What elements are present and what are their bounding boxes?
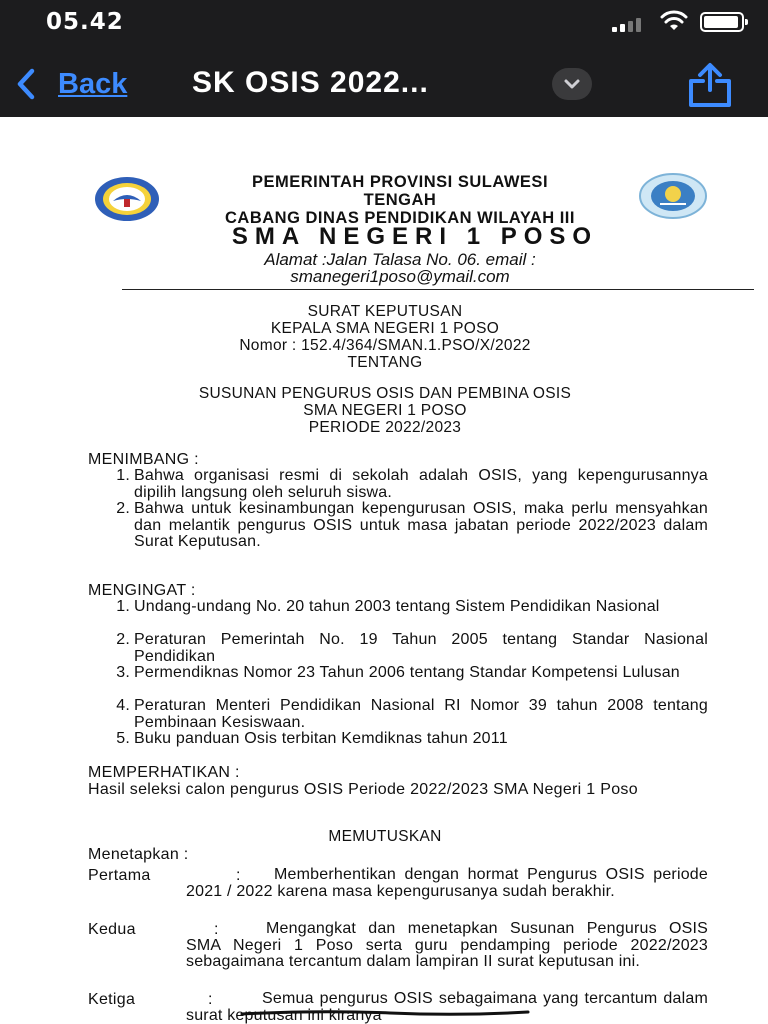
decree-subject-3: PERIODE 2022/2023 <box>308 419 462 436</box>
memperhatikan-heading: MEMPERHATIKAN : <box>88 764 240 781</box>
decree-subject-1: SUSUNAN PENGURUS OSIS DAN PEMBINA OSIS <box>198 385 572 402</box>
memperhatikan-text: Hasil seleksi calon pengurus OSIS Periode 2022/2023 SMA Negeri 1 Poso <box>88 781 638 798</box>
chevron-down-icon <box>552 68 592 100</box>
list-item-text: Permendiknas Nomor 23 Tahun 2006 tentang Standar Kompetensi Lulusan <box>134 664 680 681</box>
decree-about: TENTANG <box>347 354 423 371</box>
decree-number: Nomor : 152.4/364/SMAN.1.PSO/X/2022 <box>239 337 531 354</box>
list-item-text: Bahwa untuk kesinambungan kepengurusan OSIS, maka perlu mensyahkan dan melantik pengurus OSIS untuk masa jabatan periode 2022/2023 dalam Surat Keputusan. <box>134 500 708 550</box>
memutuskan-heading: MEMUTUSKAN <box>328 828 442 845</box>
school-address: Alamat :Jalan Talasa No. 06. email : <box>264 250 536 269</box>
list-item-text: Undang-undang No. 20 tahun 2003 tentang Sistem Pendidikan Nasional <box>134 598 660 615</box>
signal-icon <box>612 16 646 32</box>
kedua-colon: : <box>214 921 219 938</box>
pen-mark <box>240 1008 530 1018</box>
nav-bar <box>0 50 768 117</box>
status-bar <box>0 0 768 50</box>
list-item-number: 3. <box>116 664 130 681</box>
list-item-number: 5. <box>116 730 130 747</box>
list-item-number: 1. <box>116 598 130 615</box>
school-name: SMA NEGERI 1 POSO <box>231 223 599 250</box>
decree-issuer: KEPALA SMA NEGERI 1 POSO <box>270 320 500 337</box>
title-dropdown-button[interactable] <box>552 68 592 100</box>
list-item-number: 1. <box>116 467 130 484</box>
list-item-number: 2. <box>116 631 130 648</box>
letterhead-divider <box>122 289 754 290</box>
kedua-label: Kedua <box>88 921 136 938</box>
mengingat-heading: MENGINGAT : <box>88 582 196 599</box>
back-button[interactable] <box>16 66 127 102</box>
letterhead-line-1: PEMERINTAH PROVINSI SULAWESI <box>251 173 549 191</box>
list-item-text: Buku panduan Osis terbitan Kemdiknas tahun 2011 <box>134 730 508 747</box>
ketiga-label: Ketiga <box>88 991 136 1008</box>
document-title: SK OSIS 2022... <box>192 66 429 99</box>
letterhead-line-3: CABANG DINAS PENDIDIKAN WILAYAH III <box>225 209 575 227</box>
share-icon[interactable] <box>684 62 736 108</box>
back-label: Back <box>58 67 128 100</box>
list-item-text: Bahwa organisasi resmi di sekolah adalah OSIS, yang kepengurusannya dipilih langsung oleh seluruh siswa. <box>134 467 708 501</box>
list-item-number: 4. <box>116 697 130 714</box>
status-time: 05.42 <box>46 9 124 35</box>
wifi-icon <box>660 10 688 32</box>
battery-icon <box>700 12 744 32</box>
menimbang-heading: MENIMBANG : <box>88 451 199 468</box>
chevron-left-icon <box>16 68 36 100</box>
menetapkan-label: Menetapkan : <box>88 846 189 863</box>
decree-title: SURAT KEPUTUSAN <box>307 303 463 320</box>
list-item-number: 2. <box>116 500 130 517</box>
list-item-text: Peraturan Menteri Pendidikan Nasional RI Nomor 39 tahun 2008 tentang Pembinaan Kesiswaan. <box>134 697 708 731</box>
pertama-text: Memberhentikan dengan hormat Pengurus OSIS periode 2021 / 2022 karena masa kepengurusanya sudah berakhir. <box>186 866 708 900</box>
ketiga-text: Semua pengurus OSIS sebagaimana yang tercantum dalam surat keputusan ini kiranya <box>186 990 708 1024</box>
pertama-colon: : <box>236 867 241 884</box>
ketiga-colon: : <box>208 991 213 1008</box>
kedua-text: Mengangkat dan menetapkan Susunan Pengurus OSIS SMA Negeri 1 Poso serta guru pendamping periode 2022/2023 sebagaimana tercantum dalam lampiran II surat keputusan ini. <box>186 920 708 970</box>
pertama-label: Pertama <box>88 867 151 884</box>
letterhead-line-2: TENGAH <box>363 191 437 209</box>
list-item-text: Peraturan Pemerintah No. 19 Tahun 2005 tentang Standar Nasional Pendidikan <box>134 631 708 665</box>
school-email: smanegeri1poso@ymail.com <box>290 267 510 286</box>
decree-subject-2: SMA NEGERI 1 POSO <box>303 402 467 419</box>
document-page <box>0 117 768 1024</box>
